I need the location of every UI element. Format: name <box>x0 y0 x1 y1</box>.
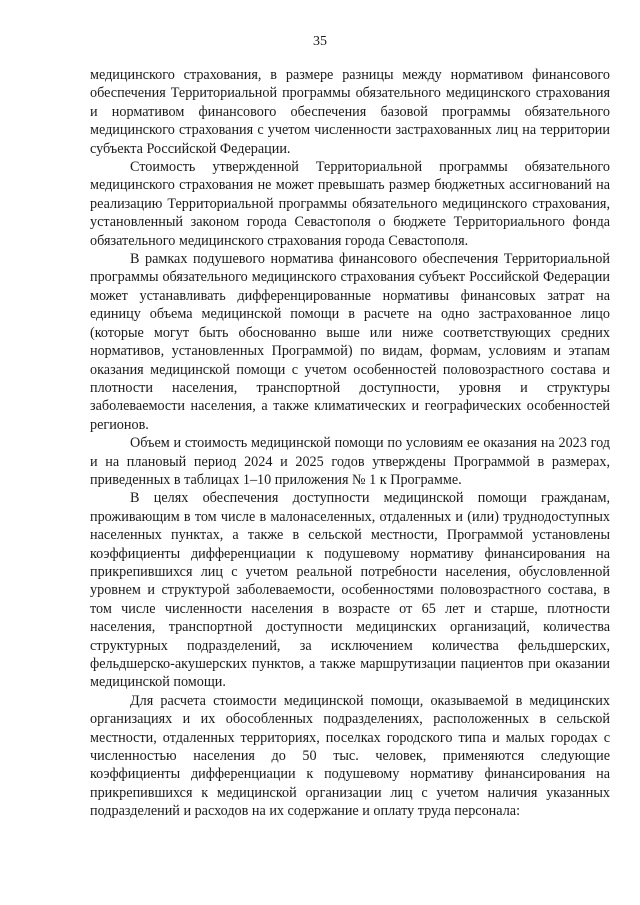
paragraph-differentiated-norms: В рамках подушевого норматива финансового обеспечения Территориальной программы обязательного медицинского страхования субъект Российской Федерации может устанавливать дифференцированные нормативы финансовых затрат на единицу объема медицинской помощи в расчете на одно застрахованное лицо (которые могут быть обоснованно выше или ниже соответствующих средних нормативов, установленных Программой) по видам, формам, условиям и этапам оказания медицинской помощи с учетом особенностей половозрастного состава и плотности населения, транспортной доступности, уровня и структуры заболеваемости населения, а также климатических и географических особенностей регионов. <box>90 251 610 433</box>
page-number: 35 <box>313 34 327 49</box>
paragraph-volume-and-cost: Объем и стоимость медицинской помощи по условиям ее оказания на 2023 год и на плановый период 2024 и 2025 годов утверждены Программой в размерах, приведенных в таблицах 1–10 приложения № 1 к Программе. <box>90 435 610 488</box>
paragraph-calculation: Для расчета стоимости медицинской помощи, оказываемой в медицинских организациях и их обособленных подразделениях, расположенных в сельской местности, отдаленных территориях, поселках городского типа и малых городах с численностью населения до 50 тыс. человек, применяются следующие коэффициенты дифференциации к подушевому нормативу финансирования на прикрепившихся к медицинской организации лиц с учетом наличия указанных подразделений и расходов на их содержание и оплату труда персонала: <box>90 692 610 820</box>
paragraph-program-cost: Стоимость утвержденной Территориальной программы обязательного медицинского страхования не может превышать размер бюджетных ассигнований на реализацию Территориальной программы обязательного медицинского страхования, установленный законом города Севастополя о бюджете Территориального фонда обязательного медицинского страхования города Севастополя. <box>90 159 610 249</box>
paragraph-accessibility: В целях обеспечения доступности медицинской помощи гражданам, проживающим в том числе в малонаселенных, отдаленных и (или) труднодоступных населенных пунктах, а также в сельской местности, Программой установлены коэффициенты дифференциации к подушевому нормативу финансирования на прикрепившихся лиц с учетом реальной потребности населения, обусловленной уровнем и структурой заболеваемости, особенностями половозрастного состава, в том числе численности населения в возрасте от 65 лет и старше, плотности населения, транспортной доступности медицинских организаций, количества структурных подразделений, за исключением количества фельдшерских, фельдшерско-акушерских пунктов, а также маршрутизации пациентов при оказании медицинской помощи. <box>90 490 610 691</box>
body-text <box>90 66 610 821</box>
paragraph-continuation: медицинского страхования, в размере разницы между нормативом финансового обеспечения Территориальной программы обязательного медицинского страхования и нормативом финансового обеспечения базовой программы обязательного медицинского страхования с учетом численности застрахованных лиц на территории субъекта Российской Федерации. <box>90 67 610 157</box>
